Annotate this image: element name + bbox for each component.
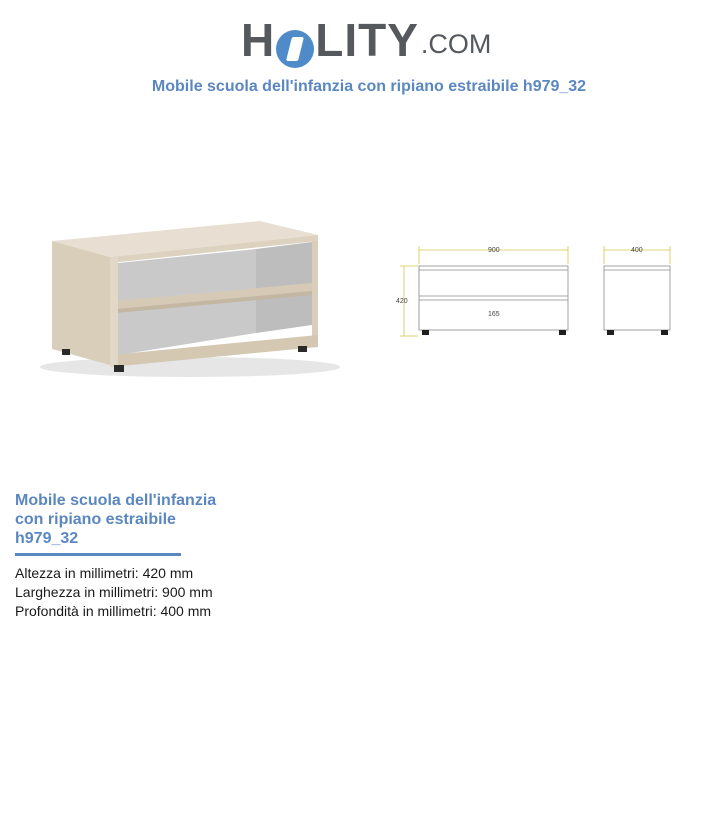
dimension-height: 420 bbox=[396, 298, 408, 305]
product-name: Mobile scuola dell'infanzia con ripiano estraibile h979_32 bbox=[15, 492, 217, 547]
dimension-shelf: 165 bbox=[488, 311, 500, 318]
spec-list bbox=[15, 564, 213, 621]
dimension-width: 900 bbox=[488, 247, 500, 254]
spec-height: Altezza in millimetri: 420 mm bbox=[15, 565, 194, 581]
spec-depth: Profondità in millimetri: 400 mm bbox=[15, 603, 212, 619]
logo-text-end: LITY bbox=[315, 14, 419, 66]
product-image bbox=[30, 205, 340, 390]
site-logo[interactable] bbox=[0, 8, 720, 70]
dimension-depth: 400 bbox=[631, 247, 643, 254]
logo-text-start: H bbox=[241, 14, 276, 66]
technical-drawing bbox=[388, 236, 688, 344]
page-title: Mobile scuola dell'infanzia con ripiano estraibile h979_32 bbox=[151, 78, 587, 95]
logo-domain: .COM bbox=[420, 29, 492, 59]
logo-o-icon bbox=[276, 30, 314, 68]
title-underline bbox=[15, 553, 181, 556]
spec-width: Larghezza in millimetri: 900 mm bbox=[15, 584, 213, 600]
